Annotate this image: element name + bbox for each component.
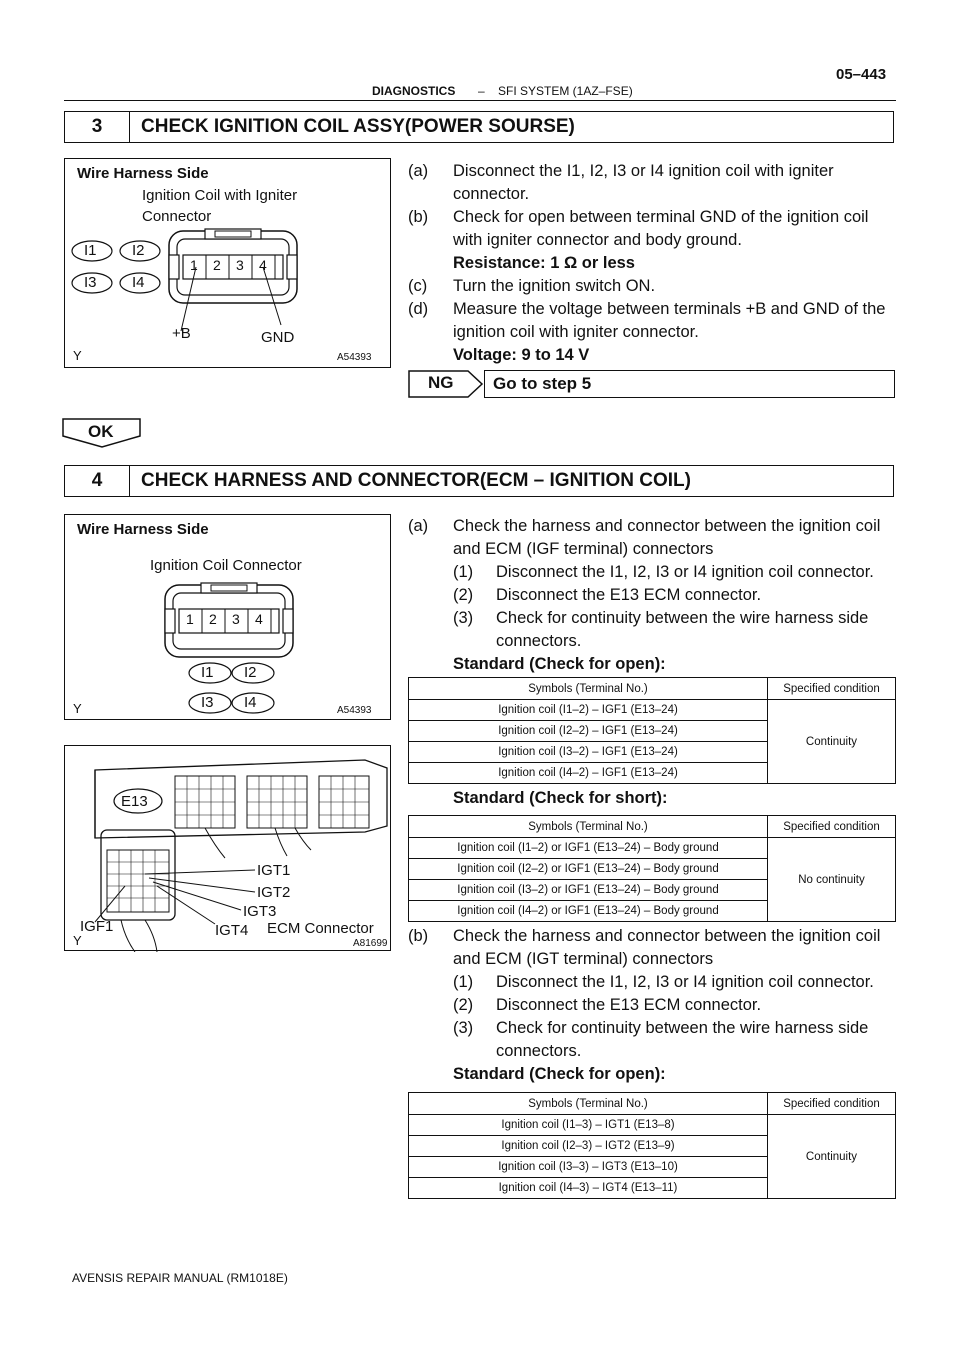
s3-step-c <box>408 275 898 298</box>
fig1-coil-i1: I1 <box>84 242 97 259</box>
table-row <box>409 700 896 721</box>
fig3-igt2: IGT2 <box>257 884 291 901</box>
section-3-title: CHECK IGNITION COIL ASSY(POWER SOURSE) <box>141 116 575 137</box>
table-header-condition: Specified condition <box>768 1093 896 1115</box>
fig1-corner-mark: Y <box>73 348 82 363</box>
table-cell: Ignition coil (I4–3) – IGT4 (E13–11) <box>409 1178 768 1199</box>
s3-voltage: Voltage: 9 to 14 V <box>453 346 590 364</box>
s4b-sub-3-label: (3) <box>453 1019 474 1037</box>
fig1-connector-label-1: Ignition Coil with Igniter <box>142 187 298 204</box>
s4a-std-open: Standard (Check for open): <box>453 655 666 673</box>
s3-step-a-text: Disconnect the I1, I2, I3 or I4 ignition coil with igniter connector. <box>453 162 834 203</box>
table-cell: Ignition coil (I2–2) – IGF1 (E13–24) <box>409 721 768 742</box>
fig2-code: A54393 <box>337 705 372 716</box>
s4-step-a-text: Check the harness and connector between the ignition coil and ECM (IGF terminal) connectors <box>453 517 881 558</box>
table-row <box>409 1115 896 1136</box>
s4-step-b-text: Check the harness and connector between the ignition coil and ECM (IGT terminal) connectors <box>453 927 881 968</box>
section-4-part-b <box>408 925 898 1086</box>
ng-action-box <box>484 370 895 398</box>
table-row <box>409 1093 896 1115</box>
ok-label: OK <box>88 422 114 441</box>
fig2-pin-2: 2 <box>209 611 217 627</box>
section-4-number: 4 <box>65 466 130 496</box>
s4b-sub-2-label: (2) <box>453 996 474 1014</box>
table-cell-condition: Continuity <box>768 1115 896 1199</box>
s3-step-d-label: (d) <box>408 300 429 318</box>
fig3-igt1: IGT1 <box>257 862 291 879</box>
ng-label: NG <box>428 373 454 392</box>
s4a-sub-1 <box>408 561 898 584</box>
s3-step-a-label: (a) <box>408 162 429 180</box>
s4-step-a-label: (a) <box>408 517 429 535</box>
s4b-sub-3-text: Check for continuity between the wire harness side connectors. <box>496 1019 869 1060</box>
s4b-sub-1-text: Disconnect the I1, I2, I3 or I4 ignition coil connector. <box>496 973 874 991</box>
section-4-bar <box>64 465 894 497</box>
table-row <box>409 678 896 700</box>
table-short-igf <box>408 815 896 922</box>
fig1-pin-1: 1 <box>190 257 198 273</box>
table-row <box>409 816 896 838</box>
s4b-sub-3 <box>408 1017 898 1063</box>
fig2-connector-label: Ignition Coil Connector <box>150 557 302 574</box>
fig1-pin-3: 3 <box>236 257 244 273</box>
figure-ecm-connector <box>64 745 391 951</box>
fig1-coil-i4: I4 <box>132 274 145 291</box>
fig3-igt3: IGT3 <box>243 903 277 920</box>
footer-manual: AVENSIS REPAIR MANUAL (RM1018E) <box>72 1271 288 1285</box>
s4-step-b-label: (b) <box>408 927 429 945</box>
s3-resistance: Resistance: 1 Ω or less <box>453 254 635 272</box>
fig1-pin-gnd-label: GND <box>261 329 295 346</box>
fig1-coil-i2: I2 <box>132 242 145 259</box>
table-cell: Ignition coil (I3–3) – IGT3 (E13–10) <box>409 1157 768 1178</box>
table-header-symbols: Symbols (Terminal No.) <box>409 1093 768 1115</box>
s4b-sub-2-text: Disconnect the E13 ECM connector. <box>496 996 762 1014</box>
section-4-title: CHECK HARNESS AND CONNECTOR(ECM – IGNITION COIL) <box>141 470 691 491</box>
table-cell: Ignition coil (I2–2) or IGF1 (E13–24) – Body ground <box>409 859 768 880</box>
fig2-corner-mark: Y <box>73 701 82 716</box>
fig1-coil-i3: I3 <box>84 274 97 291</box>
fig3-igf1: IGF1 <box>80 918 114 935</box>
connector-diagram-2 <box>65 515 392 721</box>
s3-step-b-label: (b) <box>408 208 429 226</box>
figure-ignition-coil-igniter-connector <box>64 158 391 368</box>
header-category: DIAGNOSTICS <box>372 84 456 98</box>
s3-step-c-text: Turn the ignition switch ON. <box>453 277 656 295</box>
page-number: 05–443 <box>836 66 887 83</box>
fig1-pin-2: 2 <box>213 257 221 273</box>
table-cell: Ignition coil (I4–2) – IGF1 (E13–24) <box>409 763 768 784</box>
s3-step-a <box>408 160 898 206</box>
s4a-sub-3-text: Check for continuity between the wire harness side connectors. <box>496 609 869 650</box>
s3-step-b-text: Check for open between terminal GND of the ignition coil with igniter connector and body ground. <box>453 208 869 249</box>
fig3-corner-mark: Y <box>73 933 82 948</box>
table-cell: Ignition coil (I1–3) – IGT1 (E13–8) <box>409 1115 768 1136</box>
fig2-coil-i2: I2 <box>244 664 257 681</box>
s3-step-c-label: (c) <box>408 277 428 295</box>
s4a-sub-2-text: Disconnect the E13 ECM connector. <box>496 586 762 604</box>
table-cell-condition: No continuity <box>768 838 896 922</box>
s4b-sub-1-label: (1) <box>453 973 474 991</box>
s4b-std-open: Standard (Check for open): <box>453 1065 666 1083</box>
section-4-part-a <box>408 515 898 676</box>
fig2-pin-1: 1 <box>186 611 194 627</box>
header-rule <box>64 100 896 101</box>
s4-step-b <box>408 925 898 971</box>
table-header-condition: Specified condition <box>768 678 896 700</box>
table-header-symbols: Symbols (Terminal No.) <box>409 678 768 700</box>
header-dash: – <box>478 84 485 98</box>
section-3-bar <box>64 111 894 143</box>
table-open-igf <box>408 677 896 784</box>
fig2-pin-3: 3 <box>232 611 240 627</box>
fig1-pin-b-label: +B <box>172 325 191 342</box>
table-header-condition: Specified condition <box>768 816 896 838</box>
fig2-coil-i1: I1 <box>201 664 214 681</box>
table-header-symbols: Symbols (Terminal No.) <box>409 816 768 838</box>
fig3-connector-id: E13 <box>121 793 148 810</box>
fig1-code: A54393 <box>337 352 372 363</box>
s4a-sub-2-label: (2) <box>453 586 474 604</box>
table-cell: Ignition coil (I3–2) or IGF1 (E13–24) – Body ground <box>409 880 768 901</box>
header-system: SFI SYSTEM (1AZ–FSE) <box>498 84 633 98</box>
s4a-sub-1-text: Disconnect the I1, I2, I3 or I4 ignition coil connector. <box>496 563 874 581</box>
s3-step-d-text: Measure the voltage between terminals +B and GND of the ignition coil with igniter connector. <box>453 300 886 341</box>
s4a-std-short: Standard (Check for short): <box>453 789 668 807</box>
s4a-sub-3 <box>408 607 898 653</box>
table-open-igt <box>408 1092 896 1199</box>
fig2-pin-4: 4 <box>255 611 263 627</box>
s4a-sub-3-label: (3) <box>453 609 474 627</box>
fig3-igt4: IGT4 <box>215 922 249 939</box>
section-3-number: 3 <box>65 112 130 142</box>
s3-step-b <box>408 206 898 252</box>
s4-step-a <box>408 515 898 561</box>
table-cell: Ignition coil (I3–2) – IGF1 (E13–24) <box>409 742 768 763</box>
fig1-pin-4: 4 <box>259 257 267 273</box>
fig2-side-label: Wire Harness Side <box>77 521 209 538</box>
table-row <box>409 838 896 859</box>
fig3-ecm-label: ECM Connector <box>267 920 374 937</box>
fig3-code: A81699 <box>353 938 388 949</box>
s4b-sub-1 <box>408 971 898 994</box>
section-3-steps <box>408 160 898 367</box>
table-cell: Ignition coil (I1–2) or IGF1 (E13–24) – Body ground <box>409 838 768 859</box>
s3-step-d <box>408 298 898 344</box>
table-cell: Ignition coil (I1–2) – IGF1 (E13–24) <box>409 700 768 721</box>
fig2-coil-i4: I4 <box>244 694 257 711</box>
fig1-side-label: Wire Harness Side <box>77 165 209 182</box>
figure-ignition-coil-connector <box>64 514 391 720</box>
table-cell: Ignition coil (I2–3) – IGT2 (E13–9) <box>409 1136 768 1157</box>
table-cell-condition: Continuity <box>768 700 896 784</box>
s4b-sub-2 <box>408 994 898 1017</box>
fig1-connector-label-2: Connector <box>142 208 212 225</box>
s4a-sub-2 <box>408 584 898 607</box>
table-cell: Ignition coil (I4–2) or IGF1 (E13–24) – Body ground <box>409 901 768 922</box>
s4a-sub-1-label: (1) <box>453 563 474 581</box>
fig2-coil-i3: I3 <box>201 694 214 711</box>
ng-action-text: Go to step 5 <box>493 374 592 393</box>
